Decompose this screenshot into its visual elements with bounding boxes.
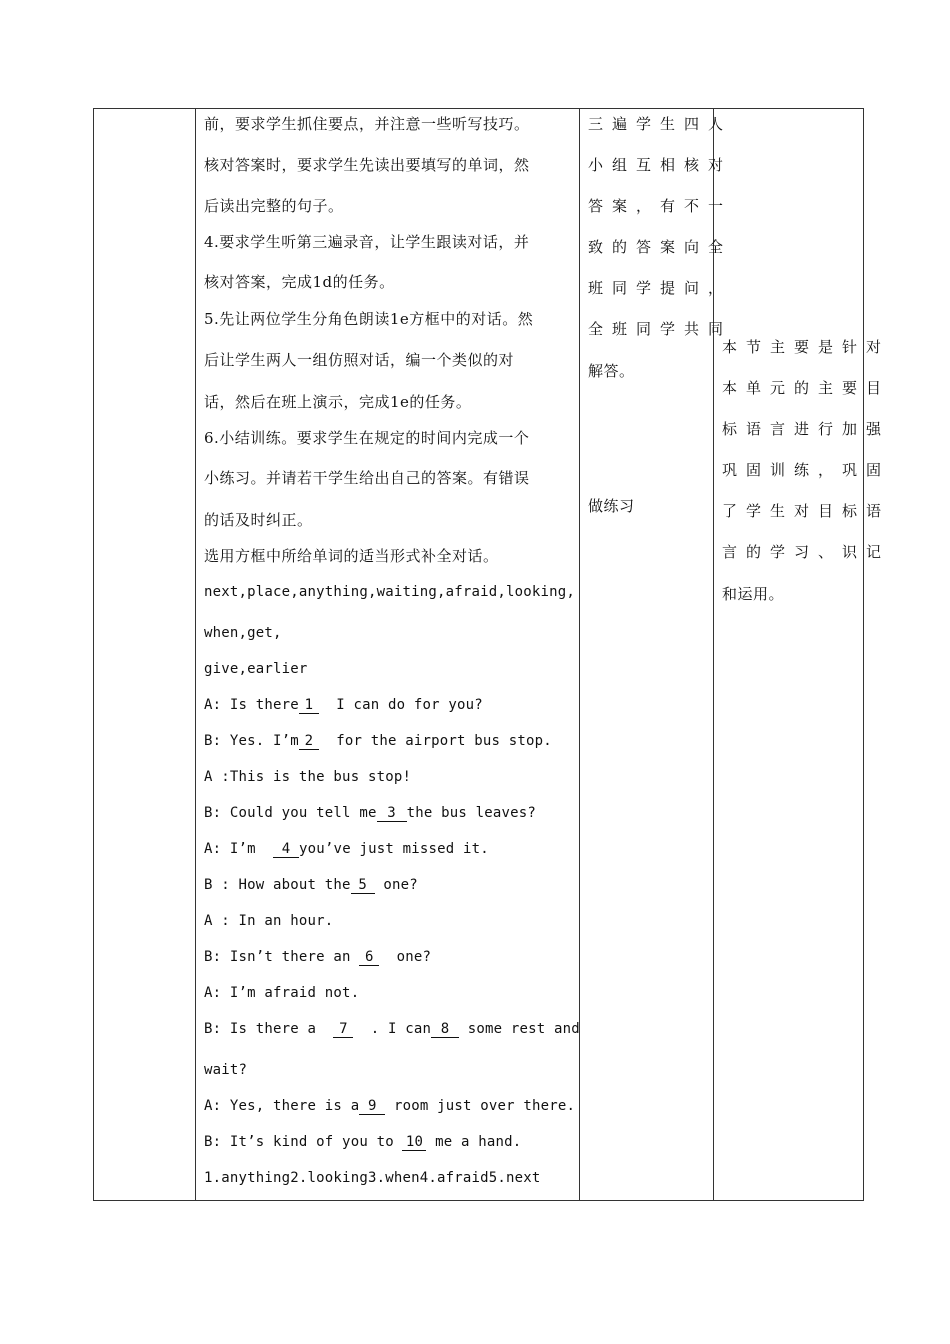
text-line: 小组互相核对	[588, 156, 733, 174]
text-line: 全班同学共同	[588, 320, 733, 338]
dialogue-line	[204, 695, 483, 715]
text-line: 标语言进行加强	[722, 420, 891, 438]
blank-7: 7	[333, 1021, 353, 1038]
blank-1: 1	[299, 697, 319, 714]
dialogue-text: A: I’m	[204, 841, 256, 857]
dialogue-line	[204, 1096, 575, 1116]
dialogue-text: one?	[383, 877, 418, 893]
dialogue-text: B : How about the	[204, 877, 351, 893]
word-box-line: give,earlier	[204, 661, 308, 677]
text-line: 核对答案时，要求学生先读出要填写的单词，然	[204, 156, 530, 174]
text-line: 6.小结训练。要求学生在规定的时间内完成一个	[204, 429, 530, 447]
exercise-instruction: 选用方框中所给单词的适当形式补全对话。	[204, 547, 499, 565]
blank-2: 2	[299, 733, 319, 750]
dialogue-text: one?	[396, 949, 432, 965]
blank-6: 6	[359, 949, 379, 966]
dialogue-text: B: Yes. I’m	[204, 733, 299, 749]
dialogue-text: room just over there.	[393, 1098, 576, 1114]
text-line: 本节主要是针对	[722, 338, 891, 356]
dialogue-text: A: Yes, there is a	[204, 1098, 360, 1114]
blank-9: 9	[359, 1098, 385, 1115]
text-line: 三遍学生四人	[588, 115, 733, 133]
text-line: 核对答案，完成1d的任务。	[204, 273, 395, 291]
text-line: 小练习。并请若干学生给出自己的答案。有错误	[204, 469, 530, 487]
text-line: 答案，有不一	[588, 197, 733, 215]
dialogue-text: A: Is there	[204, 697, 299, 713]
text-line: 后读出完整的句子。	[204, 197, 344, 215]
text-line: 了学生对目标语	[722, 502, 891, 520]
dialogue-text: some rest and	[467, 1021, 580, 1037]
dialogue-text: I can do for you?	[336, 697, 483, 713]
blank-3: 3	[377, 805, 407, 822]
dialogue-line	[204, 731, 552, 751]
dialogue-line	[204, 947, 431, 967]
dialogue-text: me a hand.	[435, 1134, 522, 1150]
text-line: 和运用。	[722, 585, 785, 603]
text-line: 做练习	[588, 497, 635, 515]
blank-10: 10	[402, 1134, 426, 1151]
text-line: 巩固训练，巩固	[722, 461, 891, 479]
word-box-line: when,get,	[204, 625, 282, 641]
dialogue-text: for the airport bus stop.	[336, 733, 552, 749]
dialogue-line	[204, 1019, 580, 1039]
dialogue-line: A : In an hour.	[204, 913, 334, 929]
dialogue-line: wait?	[204, 1062, 248, 1078]
dialogue-text: B: It’s kind of you to	[204, 1134, 394, 1150]
column-divider	[195, 109, 196, 1200]
dialogue-text: B: Is there a	[204, 1021, 317, 1037]
dialogue-line	[204, 875, 418, 895]
dialogue-line: A: I’m afraid not.	[204, 985, 360, 1001]
dialogue-text: . I can	[370, 1021, 432, 1037]
dialogue-text: you’ve just missed it.	[299, 841, 489, 857]
blank-5: 5	[351, 877, 375, 894]
blank-8: 8	[431, 1021, 459, 1038]
text-line: 言的学习、识记	[722, 543, 891, 561]
text-line: 本单元的主要目	[722, 379, 891, 397]
text-line: 解答。	[588, 362, 635, 380]
dialogue-line	[204, 839, 489, 859]
text-line: 4.要求学生听第三遍录音，让学生跟读对话，并	[204, 233, 530, 251]
text-line: 5.先让两位学生分角色朗读1e方框中的对话。然	[204, 310, 534, 328]
dialogue-line: A :This is the bus stop!	[204, 769, 412, 785]
word-box-line: next,place,anything,waiting,afraid,looking,	[204, 584, 576, 600]
dialogue-line	[204, 1132, 521, 1152]
text-line: 班同学提问，	[588, 279, 733, 297]
text-line: 前，要求学生抓住要点，并注意一些听写技巧。	[204, 115, 530, 133]
lesson-plan-table	[93, 108, 891, 1201]
text-line: 话，然后在班上演示，完成1e的任务。	[204, 393, 472, 411]
answer-key: 1.anything2.looking3.when4.afraid5.next	[204, 1170, 541, 1186]
text-line: 后让学生两人一组仿照对话，编一个类似的对	[204, 351, 515, 369]
column-divider	[713, 109, 714, 1200]
text-line: 致的答案向全	[588, 238, 733, 256]
dialogue-line	[204, 803, 536, 823]
dialogue-text: the bus leaves?	[406, 805, 537, 821]
dialogue-text: B: Could you tell me	[204, 805, 377, 821]
dialogue-text: B: Isn’t there an	[204, 949, 351, 965]
blank-4: 4	[273, 841, 299, 858]
text-line: 的话及时纠正。	[204, 511, 313, 529]
